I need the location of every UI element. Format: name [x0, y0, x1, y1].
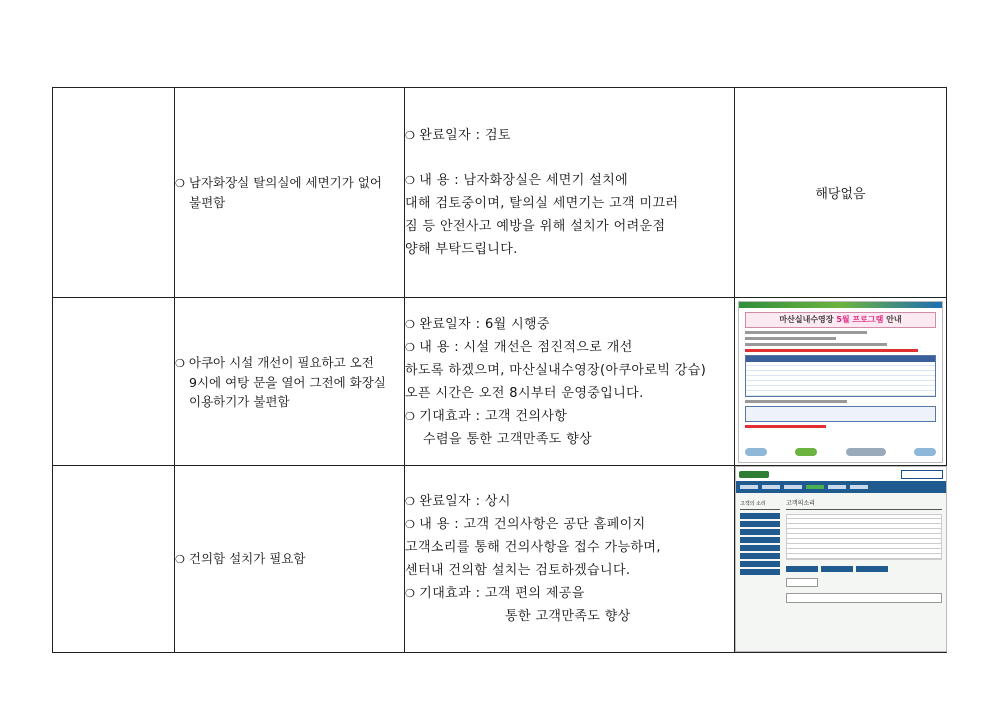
completion-date: 완료일자 : 6월 시행중 — [419, 316, 550, 332]
poster-title: 마산실내수영장 5월 프로그램 안내 — [745, 312, 936, 328]
response-cell — [405, 298, 735, 466]
schedule-table-graphic — [745, 355, 936, 397]
empty-cell — [53, 88, 175, 298]
effect-text: 수렴을 통한 고객만족도 향상 — [423, 431, 593, 447]
content-text: 내 용 : 시설 개선은 점진적으로 개선 — [419, 339, 633, 355]
bullet-mark: ❍ — [175, 177, 185, 190]
attachment-cell — [735, 88, 947, 298]
empty-cell — [53, 298, 175, 466]
bullet-mark: ❍ — [405, 587, 416, 600]
response-table — [52, 87, 947, 653]
sponsor-logos — [745, 448, 936, 458]
request-text: 남자화장실 탈의실에 세면기가 없어 — [188, 175, 382, 190]
bullet-mark: ❍ — [405, 174, 416, 187]
search-box — [901, 470, 943, 479]
attachment-cell — [735, 466, 947, 653]
site-logo — [739, 471, 769, 478]
effect-text: 기대효과 : 고객 건의사항 — [419, 408, 568, 424]
response-cell — [405, 466, 735, 653]
effect-text: 통한 고객만족도 향상 — [505, 609, 631, 624]
content-text: 양해 부탁드립니다. — [405, 242, 518, 257]
content-text: 고객소리를 통해 건의사항을 접수 가능하며, — [405, 540, 661, 555]
program-poster-image — [738, 301, 943, 463]
site-nav-bar — [736, 481, 946, 493]
request-text: 불편함 — [189, 195, 226, 210]
bullet-mark: ❍ — [175, 553, 185, 566]
content-text: 하도록 하겠으며, 마산실내수영장(아쿠아로빅 강습) — [405, 362, 707, 378]
empty-cell — [53, 466, 175, 653]
content-text: 내 용 : 남자화장실은 세면기 설치에 — [419, 173, 629, 188]
bullet-mark: ❍ — [405, 495, 416, 508]
response-cell — [405, 88, 735, 298]
table-row — [53, 298, 947, 466]
bullet-mark: ❍ — [175, 356, 185, 370]
bullet-mark: ❍ — [405, 129, 416, 142]
completion-date: 완료일자 : 검토 — [419, 128, 511, 143]
request-text: 아쿠아 시설 개선이 필요하고 오전 — [188, 354, 374, 370]
request-cell — [175, 466, 405, 653]
attachment-cell — [735, 298, 947, 466]
content-text: 짐 등 안전사고 예방을 위해 설치가 어려운점 — [405, 219, 666, 234]
not-applicable-text: 해당없음 — [815, 187, 866, 202]
site-sidebar: 고객의 소리 — [740, 499, 780, 603]
request-text: 이용하기가 불편함 — [189, 393, 290, 409]
bullet-mark: ❍ — [405, 340, 416, 354]
table-row — [53, 88, 947, 298]
completion-date: 완료일자 : 상시 — [419, 494, 511, 509]
table-row — [53, 466, 947, 653]
content-text: 센터내 건의함 설치는 검토하겠습니다. — [405, 563, 631, 578]
request-text: 건의함 설치가 필요함 — [188, 551, 306, 566]
bullet-mark: ❍ — [405, 518, 416, 531]
request-text: 9시에 여탕 문을 열어 그전에 화장실 — [189, 374, 386, 390]
bullet-mark: ❍ — [405, 317, 416, 331]
site-main-content: 고객의소리 — [786, 499, 942, 603]
content-text: 대해 검토중이며, 탈의실 세면기는 고객 미끄러 — [405, 196, 679, 211]
content-text: 오픈 시간은 오전 8시부터 운영중입니다. — [405, 385, 644, 401]
request-cell — [175, 298, 405, 466]
content-text: 내 용 : 고객 건의사항은 공단 홈페이지 — [419, 517, 646, 532]
effect-text: 기대효과 : 고객 편의 제공을 — [419, 586, 585, 601]
request-cell — [175, 88, 405, 298]
bullet-mark: ❍ — [405, 409, 416, 423]
website-screenshot-image — [735, 466, 947, 652]
